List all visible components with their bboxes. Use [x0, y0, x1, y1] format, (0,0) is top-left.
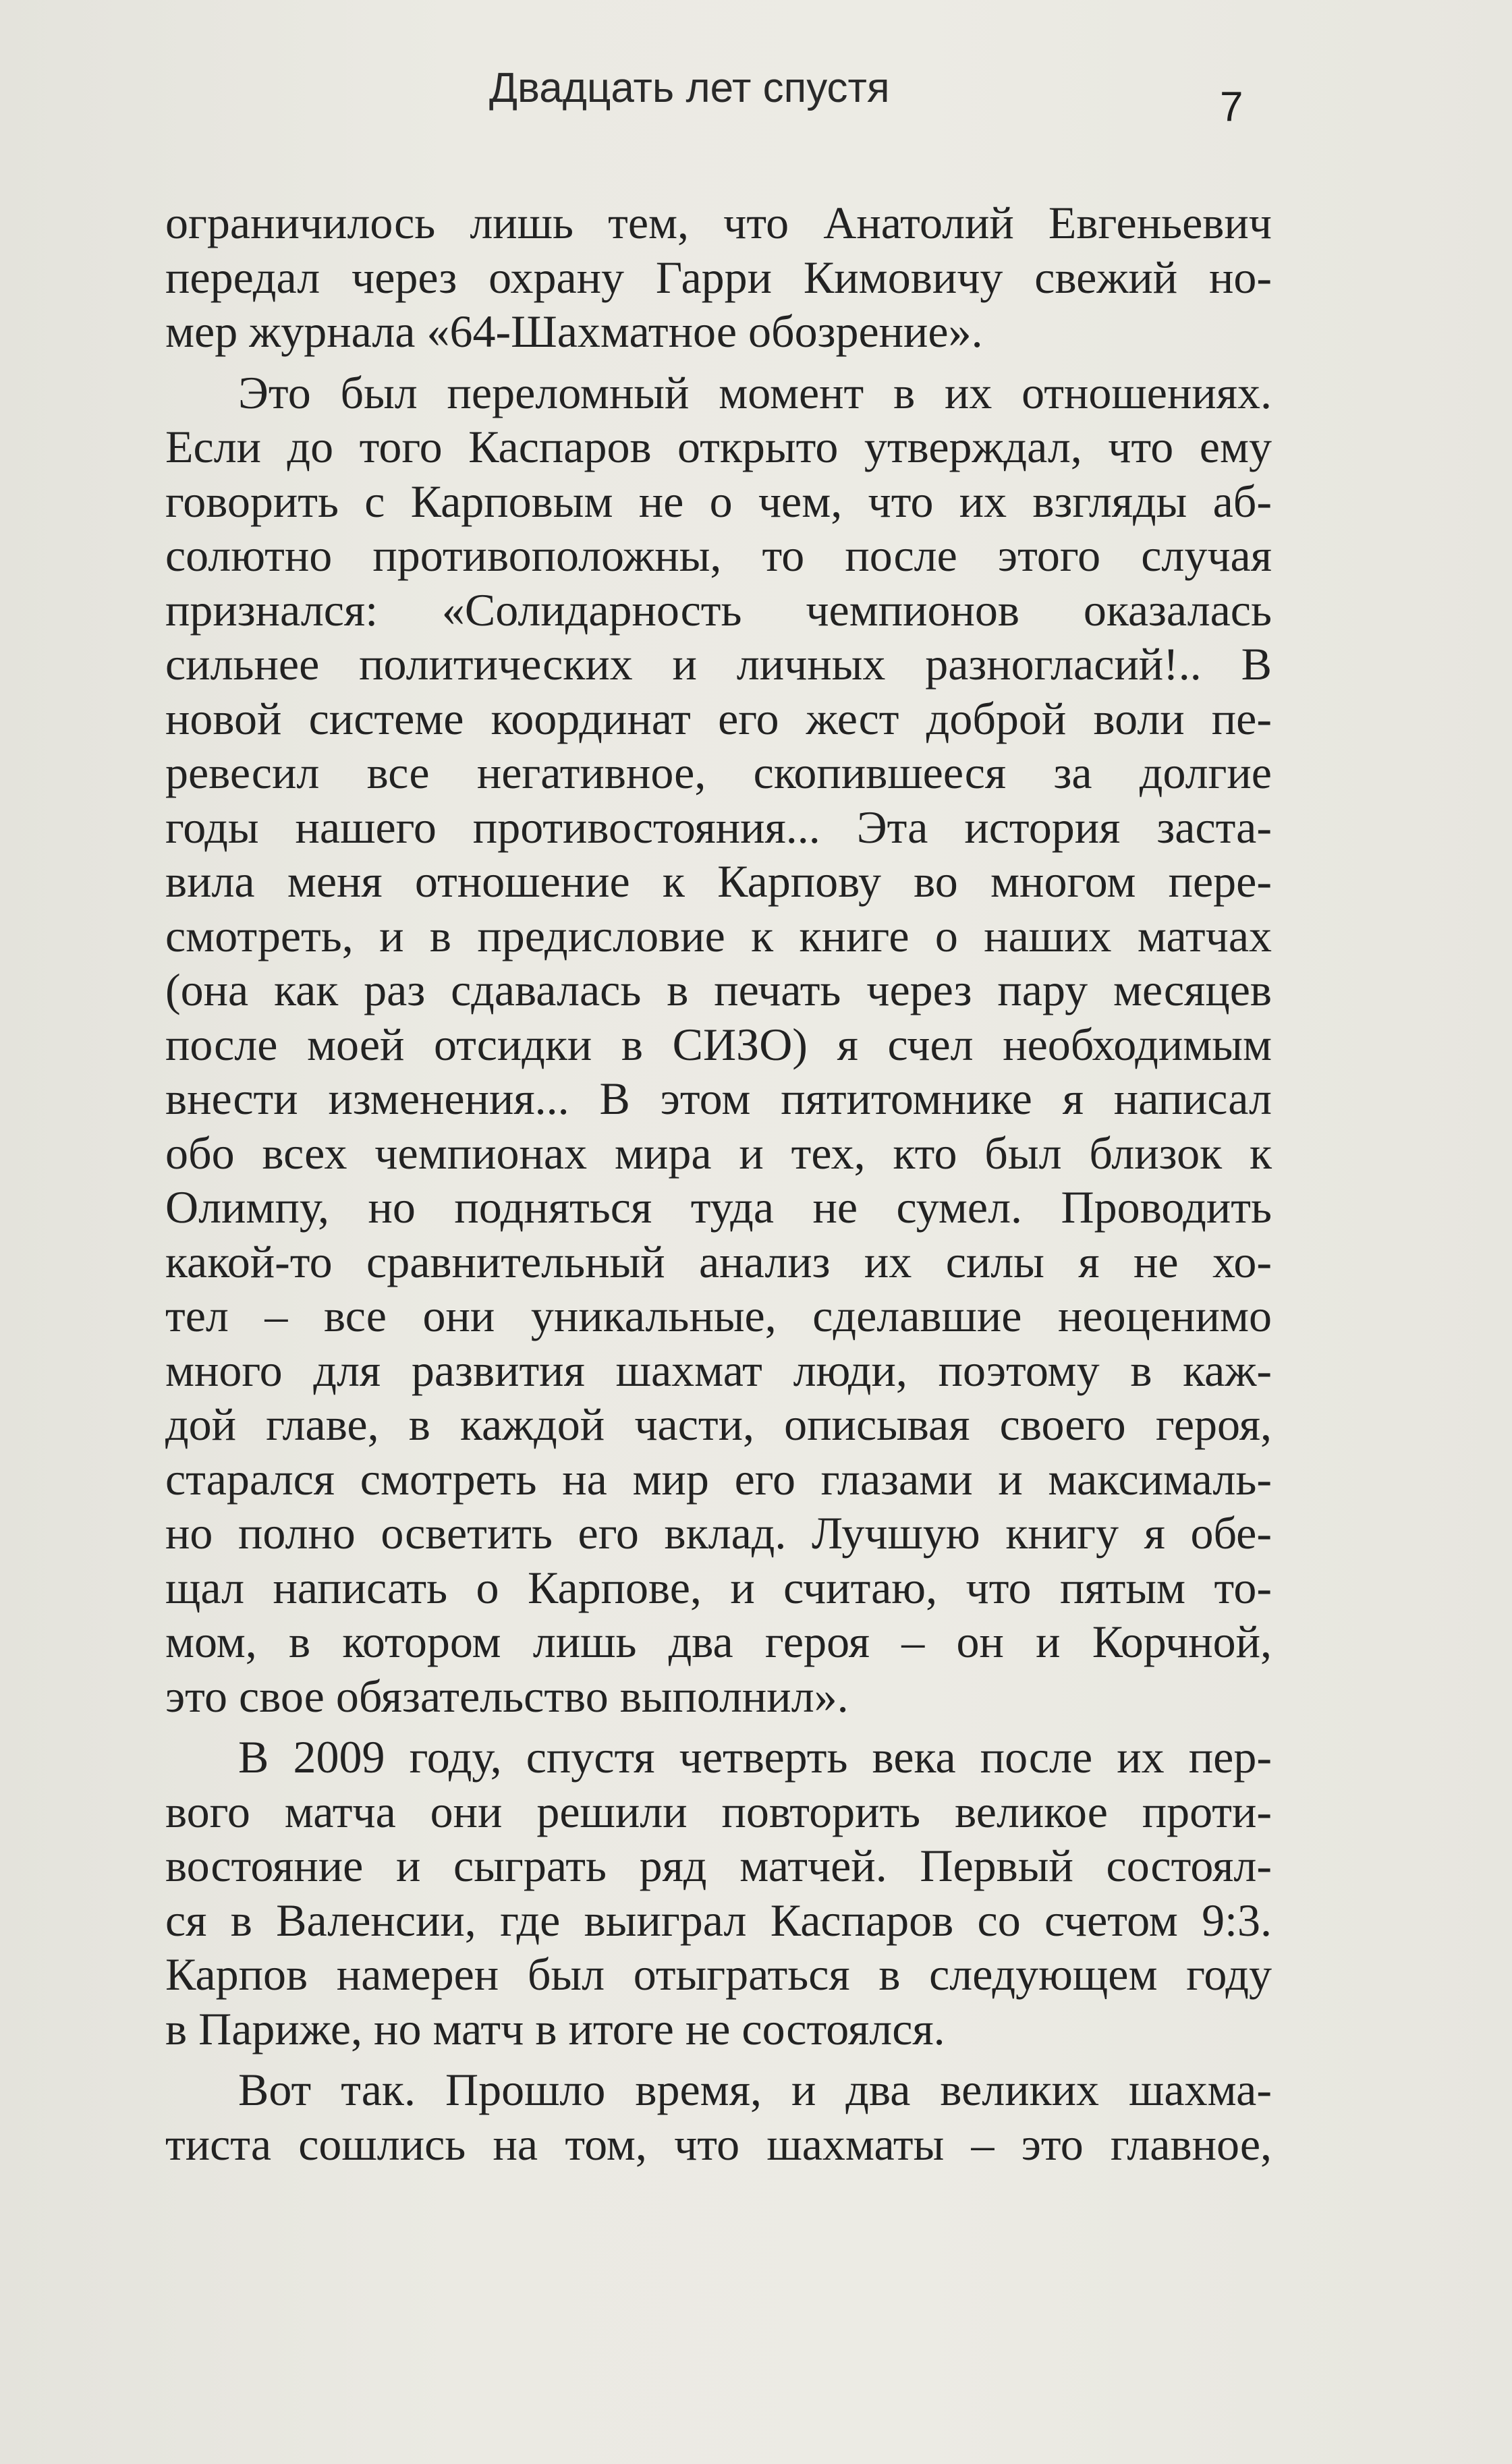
- text-line: признался: «Солидарность чемпионов оказалась: [165, 584, 1272, 636]
- paragraph: [165, 1730, 1272, 2056]
- paragraph: [165, 2063, 1272, 2171]
- text-line: какой-то сравнительный анализ их силы я не хо-: [165, 1235, 1272, 1287]
- running-title: Двадцать лет спустя: [489, 65, 890, 111]
- text-line: Карпов намерен был отыграться в следующем году: [165, 1949, 1272, 2000]
- text-line: вила меня отношение к Карпову во многом пере-: [165, 856, 1272, 907]
- text-line: в Париже, но матч в итоге не состоялся.: [165, 2003, 945, 2054]
- body-text: [165, 196, 1272, 2171]
- text-line: ограничилось лишь тем, что Анатолий Евгеньевич: [165, 197, 1272, 248]
- text-line: вого матча они решили повторить великое проти-: [165, 1785, 1272, 1837]
- text-line: (она как раз сдавалась в печать через пару месяцев: [165, 964, 1272, 1015]
- text-line: тиста сошлись на том, что шахматы – это главное,: [165, 2118, 1272, 2170]
- paragraph-gap: [165, 359, 1272, 366]
- text-line: старался смотреть на мир его глазами и максималь-: [165, 1453, 1272, 1505]
- text-line: мом, в котором лишь два героя – он и Корчной,: [165, 1616, 1272, 1667]
- text-line: ся в Валенсии, где выиграл Каспаров со счетом 9:3.: [165, 1894, 1272, 1946]
- paragraph: [165, 196, 1272, 359]
- text-line: мер журнала «64-Шахматное обозрение».: [165, 306, 983, 357]
- text-line: говорить с Карповым не о чем, что их взгляды аб-: [165, 475, 1272, 527]
- text-line: тел – все они уникальные, сделавшие неоценимо: [165, 1290, 1272, 1341]
- text-line: щал написать о Карпове, и считаю, что пятым то-: [165, 1561, 1272, 1613]
- text-line: дой главе, в каждой части, описывая своего героя,: [165, 1399, 1272, 1450]
- page-number: 7: [1220, 84, 1243, 130]
- text-line: после моей отсидки в СИЗО) я счел необходимым: [165, 1018, 1272, 1070]
- paragraph: [165, 366, 1272, 1724]
- paragraph-gap: [165, 1723, 1272, 1730]
- text-line: новой системе координат его жест доброй воли пе-: [165, 692, 1272, 744]
- text-line: внести изменения... В этом пятитомнике я написал: [165, 1073, 1272, 1124]
- text-line: обо всех чемпионах мира и тех, кто был близок к: [165, 1127, 1272, 1179]
- text-line: годы нашего противостояния... Эта история заста-: [165, 801, 1272, 853]
- text-line: солютно противоположны, то после этого случая: [165, 530, 1272, 581]
- page-header: [0, 64, 1512, 138]
- text-line: ревесил все негативное, скопившееся за долгие: [165, 747, 1272, 798]
- paragraph-gap: [165, 2056, 1272, 2063]
- text-line: Олимпу, но подняться туда не сумел. Проводить: [165, 1181, 1272, 1233]
- text-line: Это был переломный момент в их отношениях.: [238, 366, 1272, 418]
- text-line: востояние и сыграть ряд матчей. Первый состоял-: [165, 1840, 1272, 1891]
- text-line: это свое обязательство выполнил».: [165, 1670, 849, 1722]
- text-line: смотреть, и в предисловие к книге о наших матчах: [165, 909, 1272, 961]
- text-line: сильнее политических и личных разногласий!.. В: [165, 638, 1272, 690]
- text-line: но полно осветить его вклад. Лучшую книгу я обе-: [165, 1507, 1272, 1559]
- text-line: В 2009 году, спустя четверть века после их пер-: [238, 1731, 1272, 1783]
- text-line: передал через охрану Гарри Кимовичу свежий но-: [165, 251, 1272, 303]
- text-line: много для развития шахмат люди, поэтому в каж-: [165, 1344, 1272, 1396]
- text-line: Вот так. Прошло время, и два великих шахма-: [238, 2064, 1272, 2115]
- text-line: Если до того Каспаров открыто утверждал, что ему: [165, 421, 1272, 472]
